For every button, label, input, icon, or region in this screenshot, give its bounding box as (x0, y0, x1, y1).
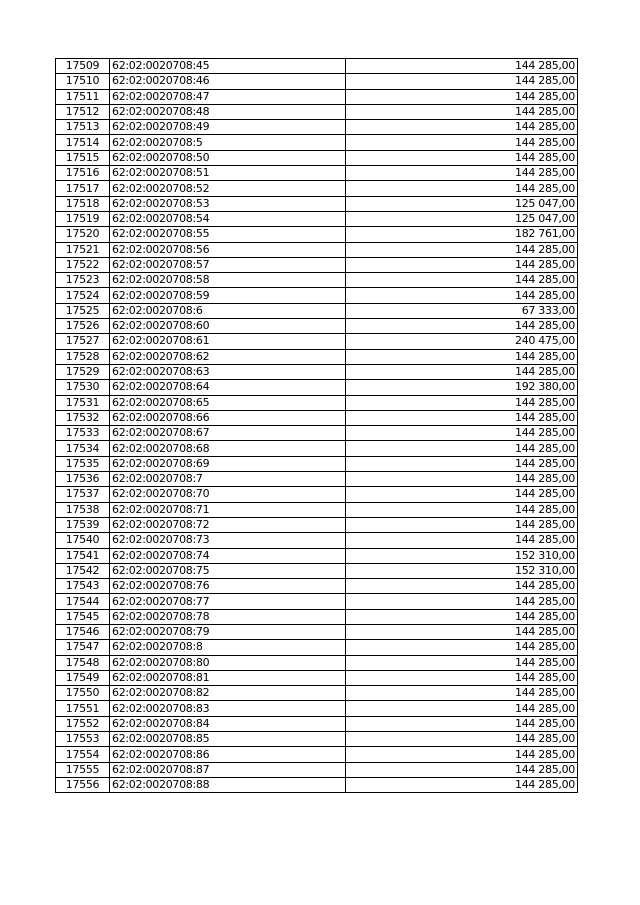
cadastral-value-cell: 144 285,00 (346, 670, 578, 685)
cadastral-number-cell: 62:02:0020708:75 (110, 563, 346, 578)
cadastral-number-cell: 62:02:0020708:86 (110, 747, 346, 762)
table-row (56, 762, 578, 777)
cadastral-number-cell: 62:02:0020708:46 (110, 74, 346, 89)
cadastral-value-cell: 144 285,00 (346, 104, 578, 119)
table-row (56, 609, 578, 624)
row-number-cell: 17514 (56, 135, 110, 150)
row-number-cell: 17546 (56, 624, 110, 639)
cadastral-number-cell: 62:02:0020708:58 (110, 273, 346, 288)
cadastral-number-cell: 62:02:0020708:83 (110, 701, 346, 716)
cadastral-number-cell: 62:02:0020708:64 (110, 380, 346, 395)
cadastral-value-cell: 144 285,00 (346, 533, 578, 548)
cadastral-number-cell: 62:02:0020708:62 (110, 349, 346, 364)
table-row (56, 319, 578, 334)
cadastral-number-cell: 62:02:0020708:76 (110, 579, 346, 594)
cadastral-number-cell: 62:02:0020708:67 (110, 426, 346, 441)
row-number-cell: 17542 (56, 563, 110, 578)
row-number-cell: 17540 (56, 533, 110, 548)
table-row (56, 441, 578, 456)
row-number-cell: 17521 (56, 242, 110, 257)
cadastral-number-cell: 62:02:0020708:6 (110, 303, 346, 318)
table-row (56, 211, 578, 226)
table-row (56, 747, 578, 762)
table-row (56, 380, 578, 395)
row-number-cell: 17551 (56, 701, 110, 716)
row-number-cell: 17554 (56, 747, 110, 762)
table-row (56, 273, 578, 288)
table-row (56, 777, 578, 792)
row-number-cell: 17555 (56, 762, 110, 777)
row-number-cell: 17531 (56, 395, 110, 410)
row-number-cell: 17539 (56, 517, 110, 532)
table-row (56, 594, 578, 609)
row-number-cell: 17544 (56, 594, 110, 609)
row-number-cell: 17541 (56, 548, 110, 563)
cadastral-value-cell: 182 761,00 (346, 227, 578, 242)
cadastral-value-cell: 144 285,00 (346, 426, 578, 441)
row-number-cell: 17513 (56, 120, 110, 135)
table-row (56, 303, 578, 318)
table-row (56, 686, 578, 701)
cadastral-value-cell: 125 047,00 (346, 211, 578, 226)
row-number-cell: 17517 (56, 181, 110, 196)
row-number-cell: 17527 (56, 334, 110, 349)
table-row (56, 579, 578, 594)
table-body (56, 59, 578, 793)
cadastral-value-cell: 144 285,00 (346, 135, 578, 150)
table-row (56, 487, 578, 502)
cadastral-number-cell: 62:02:0020708:87 (110, 762, 346, 777)
table-row (56, 135, 578, 150)
cadastral-value-cell: 144 285,00 (346, 242, 578, 257)
row-number-cell: 17516 (56, 166, 110, 181)
row-number-cell: 17529 (56, 364, 110, 379)
table-row (56, 120, 578, 135)
cadastral-value-cell: 144 285,00 (346, 762, 578, 777)
cadastral-value-cell: 144 285,00 (346, 273, 578, 288)
cadastral-value-cell: 67 333,00 (346, 303, 578, 318)
cadastral-value-cell: 144 285,00 (346, 257, 578, 272)
table-row (56, 716, 578, 731)
table-row (56, 364, 578, 379)
cadastral-value-cell: 144 285,00 (346, 579, 578, 594)
row-number-cell: 17526 (56, 319, 110, 334)
cadastral-value-cell: 144 285,00 (346, 594, 578, 609)
row-number-cell: 17515 (56, 150, 110, 165)
table-row (56, 150, 578, 165)
cadastral-number-cell: 62:02:0020708:80 (110, 655, 346, 670)
cadastral-value-cell: 144 285,00 (346, 487, 578, 502)
row-number-cell: 17510 (56, 74, 110, 89)
cadastral-value-cell: 144 285,00 (346, 502, 578, 517)
table-row (56, 655, 578, 670)
cadastral-number-cell: 62:02:0020708:70 (110, 487, 346, 502)
cadastral-number-cell: 62:02:0020708:81 (110, 670, 346, 685)
row-number-cell: 17534 (56, 441, 110, 456)
cadastral-value-cell: 152 310,00 (346, 548, 578, 563)
cadastral-value-cell: 144 285,00 (346, 456, 578, 471)
cadastral-number-cell: 62:02:0020708:84 (110, 716, 346, 731)
cadastral-value-cell: 144 285,00 (346, 655, 578, 670)
cadastral-number-cell: 62:02:0020708:63 (110, 364, 346, 379)
table-row (56, 227, 578, 242)
row-number-cell: 17536 (56, 472, 110, 487)
cadastral-number-cell: 62:02:0020708:65 (110, 395, 346, 410)
cadastral-value-cell: 144 285,00 (346, 609, 578, 624)
table-row (56, 640, 578, 655)
cadastral-number-cell: 62:02:0020708:52 (110, 181, 346, 196)
cadastral-value-cell: 144 285,00 (346, 716, 578, 731)
row-number-cell: 17553 (56, 732, 110, 747)
cadastral-number-cell: 62:02:0020708:82 (110, 686, 346, 701)
row-number-cell: 17511 (56, 89, 110, 104)
cadastral-number-cell: 62:02:0020708:57 (110, 257, 346, 272)
table-row (56, 670, 578, 685)
cadastral-value-cell: 144 285,00 (346, 181, 578, 196)
cadastral-value-cell: 144 285,00 (346, 59, 578, 74)
cadastral-number-cell: 62:02:0020708:61 (110, 334, 346, 349)
cadastral-value-cell: 144 285,00 (346, 701, 578, 716)
row-number-cell: 17556 (56, 777, 110, 792)
cadastral-number-cell: 62:02:0020708:88 (110, 777, 346, 792)
table-row (56, 196, 578, 211)
row-number-cell: 17533 (56, 426, 110, 441)
row-number-cell: 17523 (56, 273, 110, 288)
cadastral-value-cell: 144 285,00 (346, 441, 578, 456)
row-number-cell: 17528 (56, 349, 110, 364)
table-row (56, 502, 578, 517)
cadastral-number-cell: 62:02:0020708:69 (110, 456, 346, 471)
cadastral-number-cell: 62:02:0020708:71 (110, 502, 346, 517)
cadastral-number-cell: 62:02:0020708:59 (110, 288, 346, 303)
table-row (56, 732, 578, 747)
row-number-cell: 17522 (56, 257, 110, 272)
cadastral-number-cell: 62:02:0020708:77 (110, 594, 346, 609)
row-number-cell: 17519 (56, 211, 110, 226)
cadastral-number-cell: 62:02:0020708:74 (110, 548, 346, 563)
cadastral-number-cell: 62:02:0020708:60 (110, 319, 346, 334)
table-row (56, 181, 578, 196)
cadastral-value-cell: 144 285,00 (346, 349, 578, 364)
cadastral-value-cell: 144 285,00 (346, 410, 578, 425)
cadastral-number-cell: 62:02:0020708:78 (110, 609, 346, 624)
cadastral-number-cell: 62:02:0020708:50 (110, 150, 346, 165)
cadastral-number-cell: 62:02:0020708:73 (110, 533, 346, 548)
cadastral-number-cell: 62:02:0020708:47 (110, 89, 346, 104)
cadastral-number-cell: 62:02:0020708:72 (110, 517, 346, 532)
row-number-cell: 17538 (56, 502, 110, 517)
table-row (56, 548, 578, 563)
cadastral-number-cell: 62:02:0020708:51 (110, 166, 346, 181)
table-row (56, 426, 578, 441)
cadastral-number-cell: 62:02:0020708:56 (110, 242, 346, 257)
cadastral-value-cell: 240 475,00 (346, 334, 578, 349)
cadastral-value-cell: 144 285,00 (346, 624, 578, 639)
row-number-cell: 17549 (56, 670, 110, 685)
cadastral-number-cell: 62:02:0020708:53 (110, 196, 346, 211)
cadastral-value-cell: 144 285,00 (346, 120, 578, 135)
table-row (56, 74, 578, 89)
cadastral-value-cell: 192 380,00 (346, 380, 578, 395)
cadastral-value-cell: 152 310,00 (346, 563, 578, 578)
cadastral-value-cell: 144 285,00 (346, 472, 578, 487)
cadastral-number-cell: 62:02:0020708:7 (110, 472, 346, 487)
cadastral-number-cell: 62:02:0020708:45 (110, 59, 346, 74)
cadastral-value-cell: 144 285,00 (346, 517, 578, 532)
row-number-cell: 17537 (56, 487, 110, 502)
row-number-cell: 17525 (56, 303, 110, 318)
row-number-cell: 17530 (56, 380, 110, 395)
cadastral-number-cell: 62:02:0020708:5 (110, 135, 346, 150)
row-number-cell: 17520 (56, 227, 110, 242)
cadastral-value-cell: 144 285,00 (346, 319, 578, 334)
row-number-cell: 17548 (56, 655, 110, 670)
cadastral-number-cell: 62:02:0020708:66 (110, 410, 346, 425)
row-number-cell: 17518 (56, 196, 110, 211)
cadastral-number-cell: 62:02:0020708:85 (110, 732, 346, 747)
cadastral-value-table (55, 58, 578, 793)
cadastral-number-cell: 62:02:0020708:8 (110, 640, 346, 655)
cadastral-value-cell: 144 285,00 (346, 364, 578, 379)
cadastral-number-cell: 62:02:0020708:54 (110, 211, 346, 226)
cadastral-number-cell: 62:02:0020708:68 (110, 441, 346, 456)
cadastral-value-cell: 144 285,00 (346, 395, 578, 410)
row-number-cell: 17547 (56, 640, 110, 655)
cadastral-value-cell: 144 285,00 (346, 640, 578, 655)
row-number-cell: 17550 (56, 686, 110, 701)
table-row (56, 59, 578, 74)
table-row (56, 395, 578, 410)
table-row (56, 349, 578, 364)
cadastral-value-cell: 125 047,00 (346, 196, 578, 211)
row-number-cell: 17535 (56, 456, 110, 471)
row-number-cell: 17552 (56, 716, 110, 731)
row-number-cell: 17512 (56, 104, 110, 119)
row-number-cell: 17509 (56, 59, 110, 74)
cadastral-value-cell: 144 285,00 (346, 74, 578, 89)
table-row (56, 89, 578, 104)
table-row (56, 563, 578, 578)
table-row (56, 517, 578, 532)
row-number-cell: 17532 (56, 410, 110, 425)
table-row (56, 410, 578, 425)
cadastral-number-cell: 62:02:0020708:55 (110, 227, 346, 242)
cadastral-value-cell: 144 285,00 (346, 166, 578, 181)
row-number-cell: 17543 (56, 579, 110, 594)
table-row (56, 334, 578, 349)
table-row (56, 257, 578, 272)
table-row (56, 104, 578, 119)
cadastral-value-cell: 144 285,00 (346, 686, 578, 701)
table-row (56, 472, 578, 487)
cadastral-number-cell: 62:02:0020708:48 (110, 104, 346, 119)
row-number-cell: 17545 (56, 609, 110, 624)
table-row (56, 456, 578, 471)
table-row (56, 701, 578, 716)
table-row (56, 166, 578, 181)
cadastral-number-cell: 62:02:0020708:49 (110, 120, 346, 135)
cadastral-value-cell: 144 285,00 (346, 732, 578, 747)
row-number-cell: 17524 (56, 288, 110, 303)
cadastral-value-cell: 144 285,00 (346, 777, 578, 792)
cadastral-value-cell: 144 285,00 (346, 288, 578, 303)
cadastral-value-cell: 144 285,00 (346, 150, 578, 165)
table-row (56, 624, 578, 639)
cadastral-value-cell: 144 285,00 (346, 747, 578, 762)
table-row (56, 242, 578, 257)
table-row (56, 533, 578, 548)
cadastral-number-cell: 62:02:0020708:79 (110, 624, 346, 639)
cadastral-value-cell: 144 285,00 (346, 89, 578, 104)
table-row (56, 288, 578, 303)
